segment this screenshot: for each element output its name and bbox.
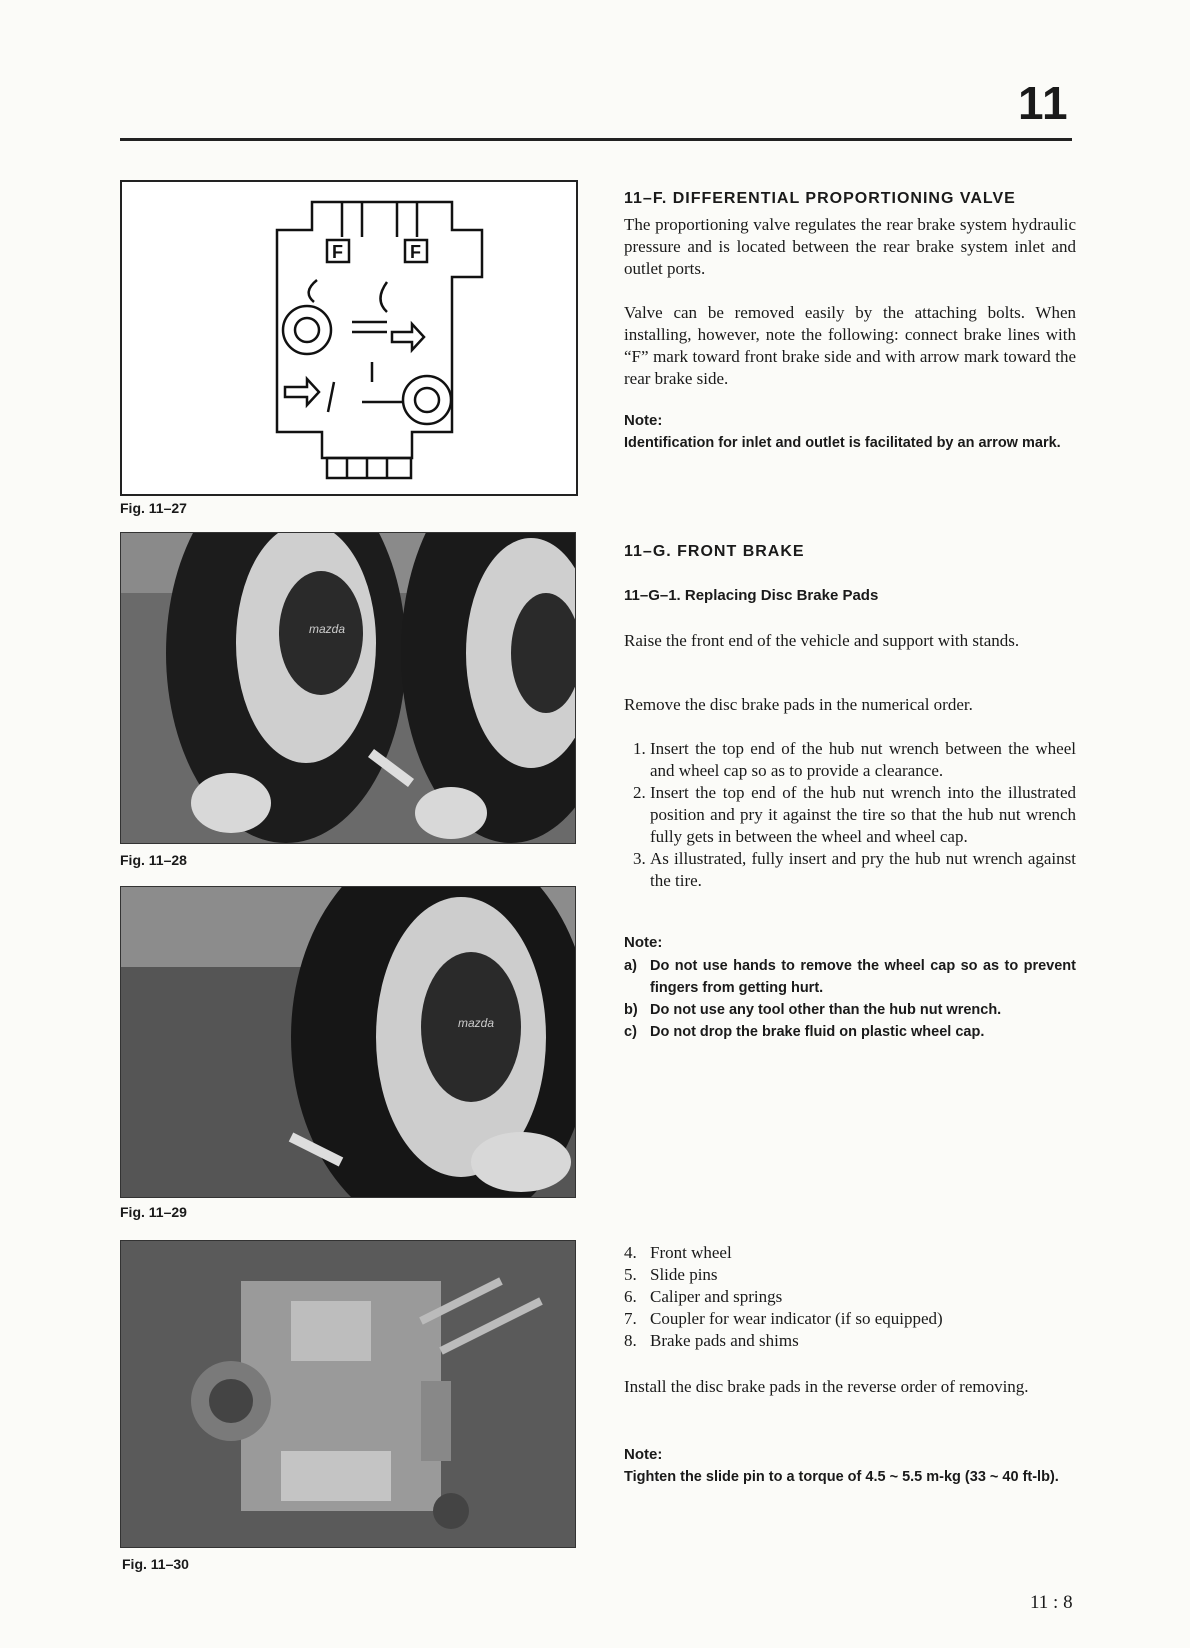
step-1: 1. Insert the top end of the hub nut wrench between the wheel and wheel cap so as to provide a clearance. <box>650 738 1076 782</box>
caliper-photo <box>121 1241 575 1547</box>
figure-11-28-caption: Fig. 11–28 <box>120 852 187 868</box>
figure-11-28 <box>120 532 576 844</box>
figure-11-29-caption: Fig. 11–29 <box>120 1204 187 1220</box>
parts-item-text: Brake pads and shims <box>650 1331 799 1350</box>
outlet-f-mark: F <box>410 242 421 262</box>
step-3: 3. As illustrated, fully insert and pry the hub nut wrench against the tire. <box>650 848 1076 892</box>
parts-item-num: 8. <box>624 1331 637 1350</box>
page-number: 11 : 8 <box>1030 1592 1073 1613</box>
note-item-text: Do not use hands to remove the wheel cap so as to prevent fingers from getting hurt. <box>650 958 1076 996</box>
section-g-note-1-label: Note: <box>624 934 663 951</box>
figure-11-27 <box>120 180 578 496</box>
section-g-note-2: Tighten the slide pin to a torque of 4.5 ~ 5.5 m-kg (33 ~ 40 ft-lb). <box>624 1469 1059 1485</box>
figure-11-30-caption: Fig. 11–30 <box>122 1556 189 1572</box>
section-g-para-2: Remove the disc brake pads in the numerical order. <box>624 695 973 714</box>
parts-item-text: Front wheel <box>650 1243 732 1262</box>
section-g-heading: 11–G. FRONT BRAKE <box>624 543 805 560</box>
note-item-key: b) <box>624 1002 638 1018</box>
note-item-key: c) <box>624 1024 637 1040</box>
step-2: 2. Insert the top end of the hub nut wrench into the illustrated position and pry it against the tire so that the hub nut wrench fully gets in between the wheel and wheel cap. <box>650 782 1076 848</box>
note-item <box>624 999 1076 1021</box>
note-item-key: a) <box>624 958 637 974</box>
parts-item <box>624 1242 1076 1264</box>
wheel-cap-photo <box>121 533 575 843</box>
section-f-heading: 11–F. DIFFERENTIAL PROPORTIONING VALVE <box>624 190 1016 207</box>
parts-item-num: 5. <box>624 1265 637 1284</box>
section-f-para-2: Valve can be removed easily by the attaching bolts. When installing, however, note the following: connect brake lines with “F” mark toward front brake side and with arrow mark toward the rear brake side. <box>624 303 1076 388</box>
figure-11-29 <box>120 886 576 1198</box>
section-f-para-1: The proportioning valve regulates the rear brake system hydraulic pressure and is located between the rear brake system inlet and outlet ports. <box>624 215 1076 278</box>
parts-item <box>624 1308 1076 1330</box>
note-item <box>624 1021 1076 1043</box>
section-g-note-1 <box>624 955 1076 1043</box>
section-f-note-label: Note: <box>624 412 663 429</box>
parts-item-text: Slide pins <box>650 1265 718 1284</box>
proportioning-valve-diagram <box>122 182 576 494</box>
header-rule <box>120 138 1072 141</box>
parts-list <box>624 1242 1076 1352</box>
note-item-text: Do not drop the brake fluid on plastic wheel cap. <box>650 1024 985 1040</box>
figure-11-27-caption: Fig. 11–27 <box>120 500 187 516</box>
note-item-text: Do not use any tool other than the hub nut wrench. <box>650 1002 1002 1018</box>
section-g-subheading: 11–G–1. Replacing Disc Brake Pads <box>624 587 879 604</box>
parts-item <box>624 1264 1076 1286</box>
install-paragraph: Install the disc brake pads in the reverse order of removing. <box>624 1377 1029 1396</box>
parts-item-num: 7. <box>624 1309 637 1328</box>
parts-item-num: 6. <box>624 1287 637 1306</box>
removal-steps <box>624 738 1076 892</box>
parts-item-text: Caliper and springs <box>650 1287 783 1306</box>
parts-item-num: 4. <box>624 1243 637 1262</box>
wheel-cap-brand: mazda <box>309 622 346 636</box>
parts-item <box>624 1286 1076 1308</box>
chapter-number: 11 <box>1018 77 1069 129</box>
note-item <box>624 955 1076 999</box>
figure-11-30 <box>120 1240 576 1548</box>
wheel-cap-removal-photo <box>121 887 575 1197</box>
inlet-f-mark: F <box>332 242 343 262</box>
section-f-note-text: Identification for inlet and outlet is facilitated by an arrow mark. <box>624 435 1061 451</box>
parts-item-text: Coupler for wear indicator (if so equipped) <box>650 1309 943 1328</box>
parts-item <box>624 1330 1076 1352</box>
section-g-para-1: Raise the front end of the vehicle and support with stands. <box>624 631 1020 650</box>
section-g-note-2-label: Note: <box>624 1446 663 1463</box>
wheel-cap-brand-2: mazda <box>458 1016 495 1030</box>
